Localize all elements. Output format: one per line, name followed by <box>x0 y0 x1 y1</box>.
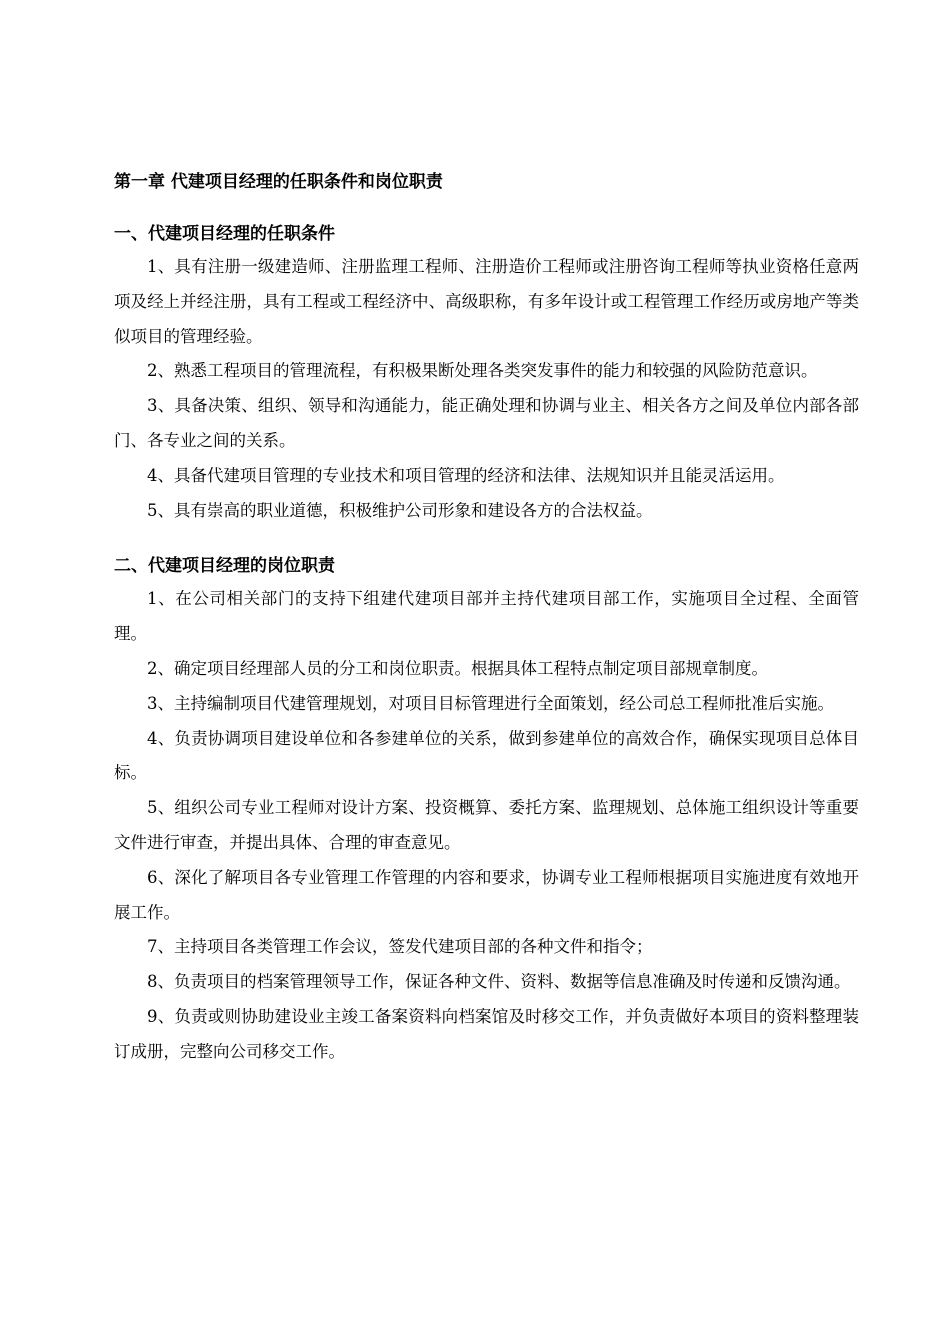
chapter-title: 第一章 代建项目经理的任职条件和岗位职责 <box>114 172 443 192</box>
paragraph: 1、在公司相关部门的支持下组建代建项目部并主持代建项目部工作，实施项目全过程、全面管理。 <box>114 589 859 644</box>
paragraph: 3、主持编制项目代建管理规划，对项目目标管理进行全面策划，经公司总工程师批准后实施。 <box>147 693 834 713</box>
paragraph: 1、具有注册一级建造师、注册监理工程师、注册造价工程师或注册咨询工程师等执业资格任意两项及经上并经注册，具有工程或工程经济中、高级职称，有多年设计或工程管理工作经历或房地产等类似项目的管理经验。 <box>114 257 859 346</box>
section-heading: 二、代建项目经理的岗位职责 <box>114 556 335 577</box>
section-heading: 一、代建项目经理的任职条件 <box>114 224 335 244</box>
section-responsibilities <box>114 552 859 1069</box>
paragraph: 5、组织公司专业工程师对设计方案、投资概算、委托方案、监理规划、总体施工组织设计等重要文件进行审查，并提出具体、合理的审查意见。 <box>114 798 859 852</box>
paragraph: 7、主持项目各类管理工作会议，签发代建项目部的各种文件和指令； <box>147 937 653 957</box>
paragraph: 3、具备决策、组织、领导和沟通能力，能正确处理和协调与业主、相关各方之间及单位内部各部门、各专业之间的关系。 <box>114 396 859 450</box>
section-qualifications <box>114 220 859 528</box>
paragraph: 9、负责或则协助建设业主竣工备案资料向档案馆及时移交工作，并负责做好本项目的资料整理装订成册，完整向公司移交工作。 <box>114 1006 859 1061</box>
document-body <box>114 168 859 1070</box>
paragraph: 2、熟悉工程项目的管理流程，有积极果断处理各类突发事件的能力和较强的风险防范意识。 <box>147 361 818 381</box>
paragraph: 5、具有崇高的职业道德，积极维护公司形象和建设各方的合法权益。 <box>147 500 653 520</box>
paragraph: 8、负责项目的档案管理领导工作，保证各种文件、资料、数据等信息准确及时传递和反馈沟通。 <box>147 972 851 992</box>
paragraph: 4、负责协调项目建设单位和各参建单位的关系，做到参建单位的高效合作，确保实现项目总体目标。 <box>114 728 859 783</box>
paragraph: 6、深化了解项目各专业管理工作管理的内容和要求，协调专业工程师根据项目实施进度有效地开展工作。 <box>114 867 859 922</box>
paragraph: 2、确定项目经理部人员的分工和岗位职责。根据具体工程特点制定项目部规章制度。 <box>147 658 768 678</box>
paragraph: 4、具备代建项目管理的专业技术和项目管理的经济和法律、法规知识并且能灵活运用。 <box>147 465 785 485</box>
